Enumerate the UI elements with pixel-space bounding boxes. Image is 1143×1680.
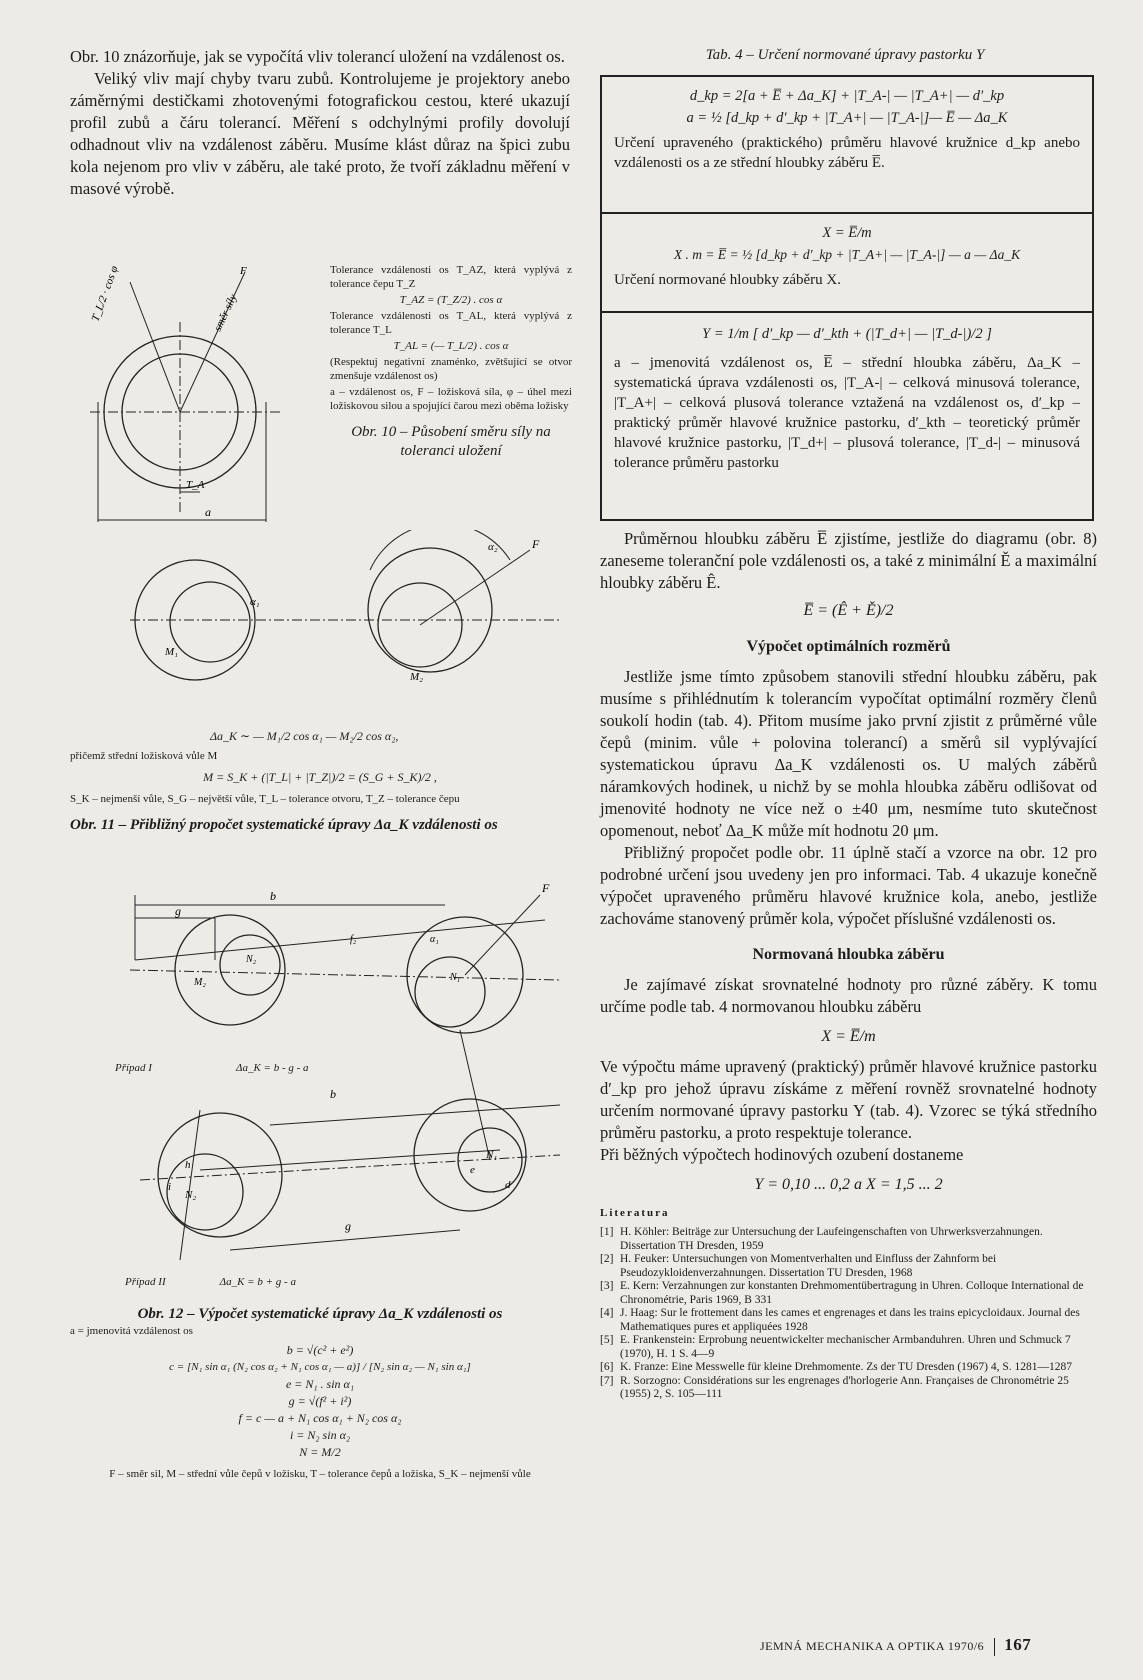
figure-10-notes <box>330 263 572 461</box>
heading-optimal-dimensions: Výpočet optimálních rozměrů <box>746 638 951 655</box>
svg-text:N₁: N₁ <box>450 972 461 983</box>
fig11-eq2: M = S_K + (|T_L| + |T_Z|)/2 = (S_G + S_K)/2 , <box>203 770 437 784</box>
box-separator-1 <box>602 212 1092 214</box>
svg-text:T_L/2 · cos φ: T_L/2 · cos φ <box>89 264 121 324</box>
svg-text:M₁: M₁ <box>165 646 178 658</box>
svg-text:i: i <box>168 1181 172 1193</box>
box1-text: Určení upraveného (praktického) průměru hlavové kružnice d_kp anebo vzdálenosti os a ze střední hloubky záběru E̅. <box>614 135 1080 171</box>
svg-text:d: d <box>505 1179 511 1191</box>
box3-eq-y: Y = 1/m [ d′_kp — d′_kth + (|T_d+| — |T_d-|)/2 ] <box>702 326 992 342</box>
svg-text:α₁: α₁ <box>430 934 439 945</box>
left-column <box>70 46 570 200</box>
paragraph-optimal-dimensions: Jestliže jsme tímto způsobem stanovili střední hloubku záběru, pak musíme s přihlédnutím k tolerancím vypočítat optimální rozměry členů soukolí hodin (tab. 4). Přitom musíme jako první zjistit z průměrné vůle čepů (minim. vůle + polovina tolerancí) a směrů sil vyplývající systematickou úpravu Δa_K vzdálenosti os. U malých záběrů náramkových hodinek, u nichž by se mohla hloubka záběru odlišovat od jmenovité hodnoty ne více než o ±40 μm, nesmíme tuto skutečnost opomenout, neboť Δa_K může mít hodnotu 20 μm. <box>600 667 1097 840</box>
page-footer <box>760 1635 1097 1656</box>
paragraph-gear-errors: Veliký vliv mají chyby tvaru zubů. Kontrolujeme je projektory anebo záměrnými destičkami zhotovenými fotografickou cestou, které ukazují profil zubů a čáru tolerancí. Měření s odchylnými profily dovolují odhadnout vliv na vzdálenost záběru. Musíme klást důraz na špici zubu kola nejenom pro vliv v záběru, ale také proto, že tvoří základnu měření v masové výrobě. <box>70 69 570 198</box>
box-section-1 <box>614 85 1080 173</box>
box1-eq-dkp: d_kp = 2[a + E̅ + Δa_K] + |T_A-| — |T_A+| — d′_kp <box>689 88 1005 104</box>
svg-text:F: F <box>532 537 540 551</box>
box-section-2 <box>614 222 1080 290</box>
svg-text:h: h <box>185 1159 191 1171</box>
box-separator-2 <box>602 311 1092 313</box>
box3-text: a – jmenovitá vzdálenost os, E̅ – střední hloubka záběru, Δa_K – systematická úprava vzdálenosti os, |T_A-| – celková minusová tolerance, |T_A+| – celková plusová tolerance vztažená na vzdálenost os, d′_kp – praktický průměr hlavové kružnice pastorku, d′_kth – teoretický průměr hlavové kružnice pastorku, |T_d+| – plusová tolerance, |T_d-| – minusová tolerance průměru pastorku <box>614 355 1080 471</box>
heading-normalized-depth: Normovaná hloubka záběru <box>752 946 945 963</box>
svg-text:F: F <box>542 881 550 895</box>
note-legend: a – vzdálenost os, F – ložisková síla, φ – úhel mezi ložiskovou silou a spojující čarou mezi oběma ložisky <box>330 386 572 412</box>
svg-text:g: g <box>345 1219 351 1233</box>
references-list <box>600 1226 1097 1402</box>
figure-10-drawing <box>70 262 330 532</box>
reference-item: [7] R. Sorzogno: Considérations sur les engrenages d'horlogerie Ann. Françaises de Chronométrie 25 (1955) 2, S. 105—111 <box>600 1374 1069 1400</box>
paragraph-approximation: Přibližný propočet podle obr. 11 úplně stačí a vzorce na obr. 12 pro podrobné určení jsou uvedeny jen pro informaci. Tab. 4 ukazuje konečně výpočet upraveného průměru hlavové kružnice kola, anebo, jestliže zachováme stanovený průměr kola, výpočet příslušné vzdálenosti os. <box>600 843 1097 928</box>
fig12-eq-b: b = √(c² + e²) <box>286 1343 354 1357</box>
note-tal: Tolerance vzdálenosti os T_AL, která vyplývá z tolerance T_L <box>330 310 572 336</box>
fig12-eq-n: N = M/2 <box>299 1445 341 1459</box>
note-taz-eq: T_AZ = (T_Z/2) . cos α <box>399 294 503 306</box>
svg-text:a: a <box>205 505 211 519</box>
svg-text:e: e <box>470 1164 475 1176</box>
box-section-3 <box>614 323 1080 473</box>
svg-text:N₂: N₂ <box>185 1189 197 1201</box>
svg-text:T_A: T_A <box>186 479 205 491</box>
figure-11-formulas <box>70 728 570 835</box>
fig12-eq-e: e = N₁ . sin α₁ <box>285 1377 355 1391</box>
reference-item: [2] H. Feuker: Untersuchungen von Momentverhalten und Einfluss der Zahnform bei Pseudozykloidenverzahnungen. Dissertation TU Dresden, 1968 <box>600 1253 997 1279</box>
svg-text:směr síly: směr síly <box>211 292 240 334</box>
note-tal-eq: T_AL = (— T_L/2) . cos α <box>393 340 509 352</box>
svg-text:g: g <box>175 904 181 918</box>
svg-text:N₂: N₂ <box>246 954 257 965</box>
reference-item: [5] E. Frankenstein: Erprobung neuentwickelter mechanischer Armbanduhren. Uhren und Schmuck 7 (1970), H. 1 S. 4—9 <box>600 1334 1071 1360</box>
fig12-eq-i: i = N₂ sin α₂ <box>289 1428 351 1442</box>
footer-divider <box>994 1638 995 1656</box>
reference-item: [4] J. Haag: Sur le frottement dans les cames et engrenages et dans les trains epicycloidaux. Journal des Mathematiques pures et appliquées 1928 <box>600 1307 1080 1333</box>
box2-eq-xm: X . m = E̅ = ½ [d_kp + d′_kp + |T_A+| — |T_A-|] — a — Δa_K <box>673 247 1021 262</box>
svg-text:b: b <box>270 889 276 903</box>
equation-mean-depth: E̅ = (Ê + Ě)/2 <box>803 602 894 619</box>
fig11-legend: S_K – nejmenší vůle, S_G – největší vůle, T_L – tolerance otvoru, T_Z – tolerance čepu <box>70 793 460 805</box>
case-1-equation: Δa_K = b - g - a <box>235 1062 309 1074</box>
figure-12-legend: F – směr sil, M – střední vůle čepů v ložisku, T – tolerance čepů a ložiska, S_K – nejmenší vůle <box>109 1468 531 1480</box>
svg-text:M₂: M₂ <box>194 977 206 988</box>
paragraph-mean-depth: Průměrnou hloubku záběru E̅ zjistíme, jestliže do diagramu (obr. 8) zaneseme toleranční pole vzdálenosti os, a také z minimální Ě a maximální hloubky záběru Ê. <box>600 529 1097 592</box>
equation-normalized-depth: X = E̅/m <box>821 1028 876 1045</box>
table-4-title: Tab. 4 – Určení normované úpravy pastorku Y <box>705 47 985 63</box>
figure-12-drawing <box>120 880 580 1280</box>
figure-12-caption: Obr. 12 – Výpočet systematické úpravy Δa_K vzdálenosti os <box>137 1306 503 1322</box>
figure-12-text <box>70 1305 570 1481</box>
right-column <box>600 528 1097 1402</box>
intro-paragraph: Obr. 10 znázorňuje, jak se vypočítá vliv tolerancí uložení na vzdálenost os. <box>70 47 565 66</box>
svg-text:f₂: f₂ <box>350 934 357 945</box>
fig11-mid: přičemž střední ložisková vůle M <box>70 750 218 762</box>
page-number: 167 <box>1004 1635 1032 1654</box>
reference-item: [3] E. Kern: Verzahnungen zur konstanten Drehmomentübertragung in Uhren. Colloque International de Chronométrie, Paris 1969, B 331 <box>600 1280 1084 1306</box>
svg-text:F: F <box>240 265 247 277</box>
case-2-equation: Δa_K = b + g - a <box>219 1276 296 1288</box>
reference-item: [1] H. Köhler: Beiträge zur Untersuchung der Laufeingenschaften von Uhrwerksverzahnungen. Dissertation TH Dresden, 1959 <box>600 1226 1043 1252</box>
case-2-label: Případ II <box>125 1276 166 1288</box>
box2-text: Určení normované hloubky záběru X. <box>614 272 842 288</box>
fig12-eq-f: f = c — a + N₁ cos α₁ + N₂ cos α₂ <box>238 1411 402 1425</box>
fig12-eq-c: c = [N₁ sin α₁ (N₂ cos α₂ + N₁ cos α₁ — a)] / [N₂ sin α₂ — N₁ sin α₁] <box>169 1361 471 1373</box>
equation-typical-values: Y = 0,10 ... 0,2 a X = 1,5 ... 2 <box>754 1176 943 1193</box>
paragraph-common-calc: Při běžných výpočtech hodinových ozubení dostaneme <box>600 1145 964 1164</box>
figure-12-case-2 <box>125 1272 585 1290</box>
svg-text:α₂: α₂ <box>488 541 498 553</box>
paragraph-comparable-values: Je zajímavé získat srovnatelné hodnoty pro různé záběry. K tomu určíme podle tab. 4 normovanou hloubku záběru <box>600 975 1097 1016</box>
svg-text:N₁: N₁ <box>486 1149 498 1161</box>
fig12-eq-g: g = √(f² + i²) <box>288 1394 352 1408</box>
figure-12-case-1 <box>115 1058 575 1076</box>
svg-text:M₂: M₂ <box>410 671 423 683</box>
svg-text:α₁: α₁ <box>250 596 260 608</box>
paragraph-pinion-correction: Ve výpočtu máme upravený (praktický) průměr hlavové kružnice pastorku d′_kp pro jehož úpravu získáme z měření rovněž srovnatelné hodnoty určením normované úpravy pastorku Y (tab. 4). Vzorec se týká středního průměru pastorku, a proto respektuje tolerance. <box>600 1057 1097 1142</box>
note-sign: (Respektuj negativní znaménko, zvětšující se otvor zmenšuje vzdálenost os) <box>330 356 572 382</box>
box1-eq-a: a = ½ [d_kp + d′_kp + |T_A+| — |T_A-|]— E̅ — Δa_K <box>686 110 1008 126</box>
box2-eq-x: X = E̅/m <box>822 225 872 241</box>
table-4-box <box>600 75 1094 521</box>
case-1-label: Případ I <box>115 1062 152 1074</box>
reference-item: [6] K. Franze: Eine Messwelle für kleine Drehmomente. Zs der TU Dresden (1967) 4, S. 1281—1287 <box>600 1361 1073 1373</box>
figure-12-subtitle: a = jmenovitá vzdálenost os <box>70 1325 193 1337</box>
svg-text:b: b <box>330 1087 336 1101</box>
references-title: Literatura <box>600 1207 670 1219</box>
journal-name: JEMNÁ MECHANIKA A OPTIKA 1970/6 <box>760 1639 985 1653</box>
figure-11-drawing <box>120 530 580 720</box>
figure-10-caption: Obr. 10 – Působení směru síly na toleranci uložení <box>351 424 551 459</box>
fig11-eq1: Δa_K ∼ — M₁/2 cos α₁ — M₂/2 cos α₂, <box>210 729 399 743</box>
note-taz: Tolerance vzdálenosti os T_AZ, která vyplývá z tolerance čepu T_Z <box>330 264 572 290</box>
figure-11-caption: Obr. 11 – Přibližný propočet systematické úpravy Δa_K vzdálenosti os <box>70 817 498 833</box>
